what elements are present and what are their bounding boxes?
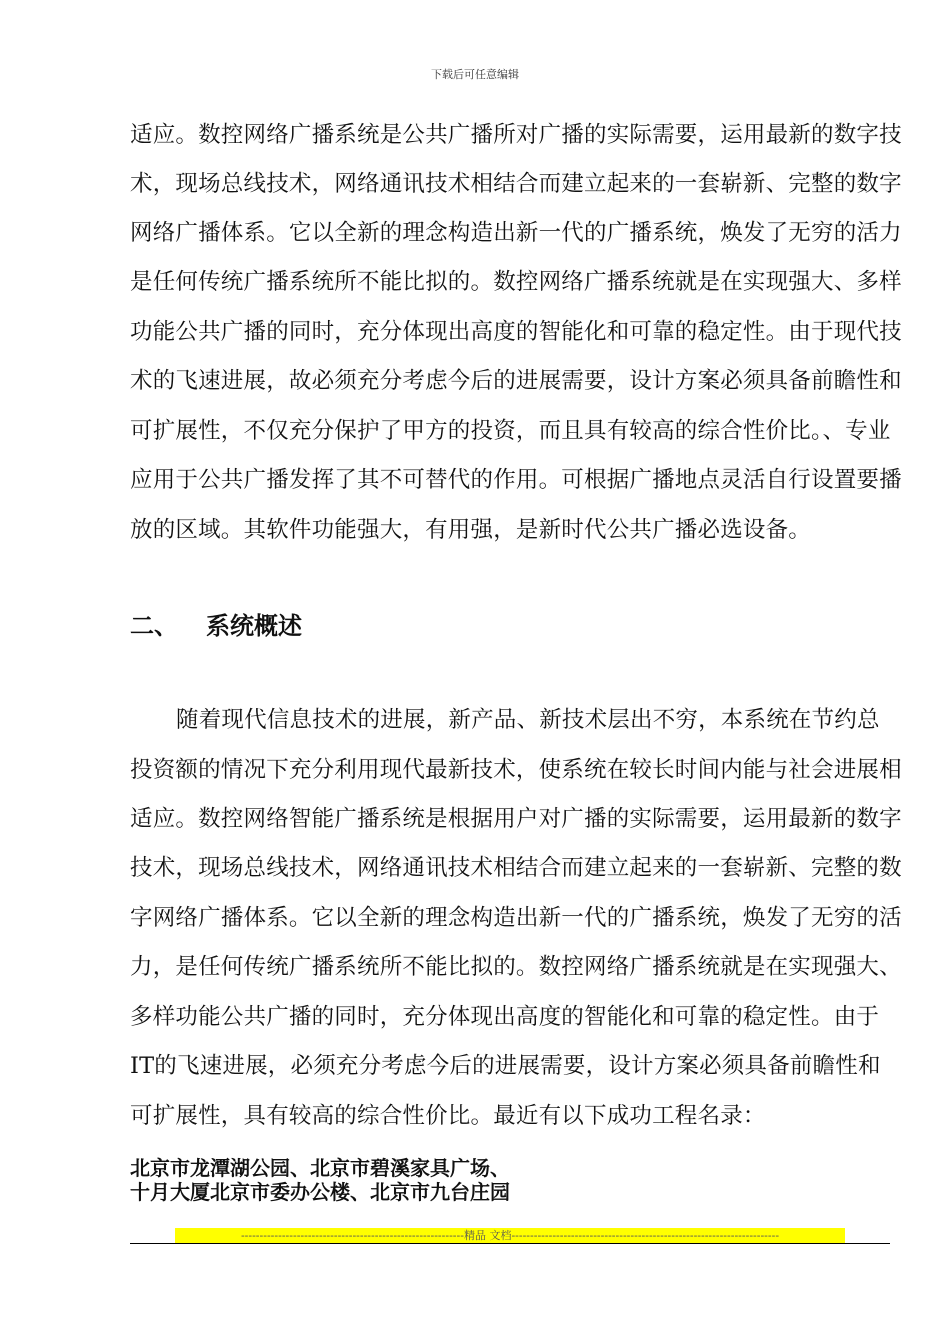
paragraph-line: 放的区域。其软件功能强大，有用强，是新时代公共广播必选设备。 [130,517,812,543]
paragraph-line: 投资额的情况下充分利用现代最新技术，使系统在较长时间内能与社会进展相 [130,757,902,783]
paragraph-line: 力，是任何传统广播系统所不能比拟的。数控网络广播系统就是在实现强大、 [130,954,902,980]
paragraph-line: 随着现代信息技术的进展，新产品、新技术层出不穷，本系统在节约总 [176,707,880,733]
section-heading [130,606,302,641]
section-title: 系统概述 [206,612,302,640]
paragraph-line: 可扩展性，不仅充分保护了甲方的投资，而且具有较高的综合性价比。、专业 [130,418,891,444]
paragraph-line: 应用于公共广播发挥了其不可替代的作用。可根据广播地点灵活自行设置要播 [130,467,902,493]
paragraph-line: 网络广播体系。它以全新的理念构造出新一代的广播系统，焕发了无穷的活力 [130,220,902,246]
project-list-line: 十月大厦北京市委办公楼、北京市九台庄园 [130,1180,510,1204]
paragraph-line: 适应。数控网络广播系统是公共广播所对广播的实际需要，运用最新的数字技 [130,122,902,148]
paragraph-line: IT的飞速进展，必须充分考虑今后的进展需要，设计方案必须具备前瞻性和 [130,1053,881,1079]
paragraph-line: 字网络广播体系。它以全新的理念构造出新一代的广播系统，焕发了无穷的活 [130,905,902,931]
project-list-line: 北京市龙潭湖公园、北京市碧溪家具广场、 [130,1156,510,1180]
page-header: 下载后可任意编辑 [431,68,519,81]
paragraph-line: 适应。数控网络智能广播系统是根据用户对广播的实际需要，运用最新的数字 [130,806,902,832]
footer-divider [130,1243,890,1244]
footer-watermark: ------------------------------------------------------------精品 文档------------------------------------------------------------------------ [175,1228,845,1243]
paragraph-line: 是任何传统广播系统所不能比拟的。数控网络广播系统就是在实现强大、多样 [130,269,902,295]
paragraph-line: 技术，现场总线技术，网络通讯技术相结合而建立起来的一套崭新、完整的数 [130,855,902,881]
paragraph-line: 可扩展性，具有较高的综合性价比。最近有以下成功工程名录： [130,1103,766,1129]
paragraph-line: 术，现场总线技术，网络通讯技术相结合而建立起来的一套崭新、完整的数字 [130,171,902,197]
section-number: 二、 [130,612,178,640]
paragraph-line: 术的飞速进展，故必须充分考虑今后的进展需要，设计方案必须具备前瞻性和 [130,368,902,394]
paragraph-line: 多样功能公共广播的同时，充分体现出高度的智能化和可靠的稳定性。由于 [130,1004,880,1030]
paragraph-line: 功能公共广播的同时，充分体现出高度的智能化和可靠的稳定性。由于现代技 [130,319,902,345]
